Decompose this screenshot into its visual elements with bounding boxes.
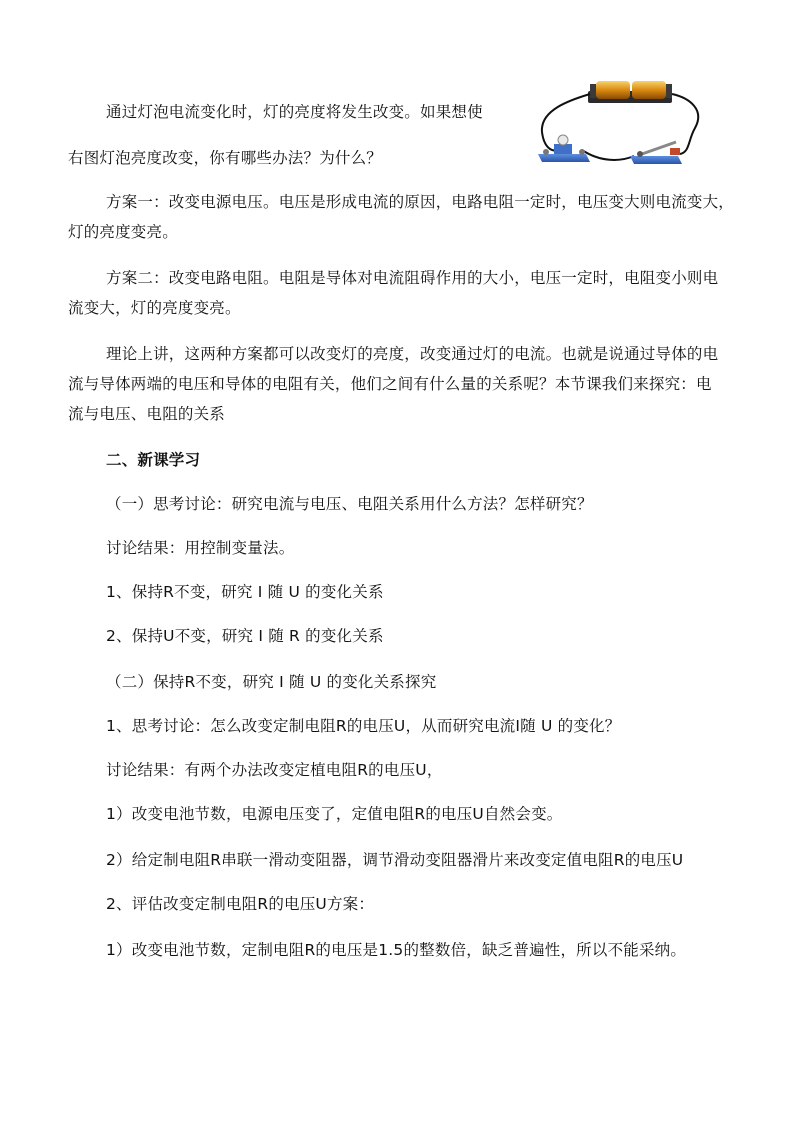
part-2-evaluation-1: 1）改变电池节数，定制电阻R的电压是1.5的整数倍，缺乏普遍性，所以不能采纳。 — [106, 941, 687, 959]
theory-row-3: 流与电压、电阻的关系 — [68, 405, 226, 423]
circuit-illustration — [530, 70, 730, 180]
theory-row-2: 流与导体两端的电压和导体的电阻有关，他们之间有什么量的关系呢？本节课我们来探究：电 — [68, 375, 712, 393]
part-1-result: 讨论结果：用控制变量法。 — [106, 539, 295, 557]
scheme-1-row-1: 方案一：改变电源电压。电压是形成电流的原因，电路电阻一定时，电压变大则电流变大， — [106, 193, 735, 211]
theory-row-1: 理论上讲，这两种方案都可以改变灯的亮度，改变通过灯的电流。也就是说通过导体的电 — [106, 345, 719, 363]
wire-middle — [582, 150, 634, 160]
scheme-2-row-1: 方案二：改变电路电阻。电阻是导体对电流阻碍作用的大小，电压一定时，电阻变小则电 — [106, 269, 719, 287]
switch-base — [630, 156, 682, 164]
part-2-question-1: 1、思考讨论：怎么改变定制电阻R的电压U，从而研究电流I随 U 的变化？ — [106, 717, 621, 735]
scheme-2-paragraph — [68, 268, 728, 336]
light-bulb — [558, 135, 568, 145]
part-1-item-1: 1、保持R不变，研究 I 随 U 的变化关系 — [106, 583, 384, 601]
part-1-title: （一）思考讨论：研究电流与电压、电阻关系用什么方法？怎样研究？ — [106, 495, 593, 513]
part-1-item-2: 2、保持U不变，研究 I 随 R 的变化关系 — [106, 627, 384, 645]
part-2-title: （二）保持R不变，研究 I 随 U 的变化关系探究 — [106, 673, 437, 691]
scheme-1-row-2: 灯的亮度变亮。 — [68, 223, 178, 241]
battery-2 — [632, 81, 666, 99]
intro-line-1: 通过灯泡电流变化时，灯的亮度将发生改变。如果想使 — [106, 103, 483, 121]
lamp-base — [538, 154, 590, 162]
scheme-2-row-2: 流变大，灯的亮度变亮。 — [68, 299, 241, 317]
theory-paragraph — [68, 344, 728, 442]
part-2-question-2: 2、评估改变定制电阻R的电压U方案： — [106, 895, 375, 913]
part-2-method-1: 1）改变电池节数，电源电压变了，定值电阻R的电压U自然会变。 — [106, 805, 563, 823]
scheme-1-paragraph — [68, 192, 735, 260]
part-2-method-2: 2）给定制电阻R串联一滑动变阻器，调节滑动变阻器滑片来改变定值电阻R的电压U — [106, 851, 684, 869]
intro-line-2: 右图灯泡亮度改变，你有哪些办法？为什么？ — [68, 149, 383, 167]
wire-right — [672, 94, 698, 154]
section-2-heading: 二、新课学习 — [106, 451, 201, 469]
battery-1 — [596, 81, 630, 99]
part-2-result: 讨论结果：有两个办法改变定植电阻R的电压U， — [106, 761, 443, 779]
